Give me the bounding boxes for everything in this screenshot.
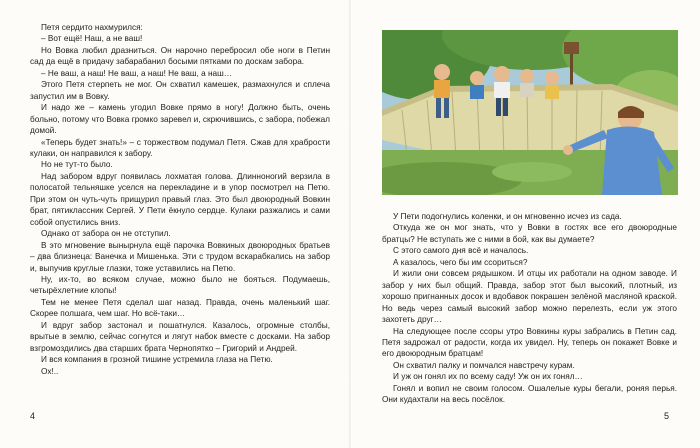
paragraph: Этого Петя стерпеть не мог. Он схватил камешек, размахнулся и сплеча запустил им в Вовку. — [30, 80, 330, 101]
paragraph: Однако от забора он не отступил. — [41, 229, 171, 239]
paragraph: Но Вовка любил дразниться. Он нарочно перебросил обе ноги в Петин сад да ещё в придачу забарабанил босыми пятками по доскам забора. — [30, 45, 330, 67]
paragraph: – Вот ещё! Наш, а не ваш! — [41, 34, 143, 44]
paragraph: А казалось, чего бы им ссориться? — [393, 257, 528, 267]
right-text-column — [382, 211, 677, 406]
paragraph: С этого самого дня всё и началось. — [393, 246, 529, 256]
paragraph: На следующее после ссоры утро Вовкины куры забрались в Петин сад. Петя задрожал от радости, когда их увидел. Ну, теперь он покажет Вовке и его двоюродным братцам! — [382, 326, 677, 359]
paragraph: И жили они совсем рядышком. И отцы их работали на одном заводе. И забор у них был общий. Правда, забор этот был высокий, плотный, из хорошо пригнанных досок и вдобавок покрашен зелёной масляной краской. Но ведь через самый высокий забор можно перелезть, если уж этого захотеть друг… — [382, 269, 677, 325]
paragraph: У Пети подогнулись коленки, и он мгновенно исчез из сада. — [393, 212, 622, 221]
paragraph: Над забором вдруг появилась лохматая голова. Длинноногий верзила в полосатой тельняшке уселся на перекладине и в упор посмотрел на Петю. При этом он чуть-чуть прищурил правый глаз. Это был двоюродный Вовкин брат, пятиклассник Сергей. У Пети ёкнуло сердце. Кулаки разжались и сами собой опустились вниз. — [30, 171, 330, 227]
paragraph: И надо же – камень угодил Вовке прямо в ногу! Должно быть, очень больно, потому что Вовка громко заревел и, скрючившись, с забора, побежал домой. — [30, 103, 330, 136]
left-text-column — [30, 22, 330, 377]
paragraph: Но не тут-то было. — [41, 160, 113, 170]
paragraph: Откуда же он мог знать, что у Вовки в гостях все его двоюродные братцы? Не вступать же с ними в бой, как вы думаете? — [382, 223, 677, 244]
paragraph: И вся компания в грозной тишине устремила глаза на Петю. — [41, 355, 273, 365]
boys-on-fence-illustration — [382, 30, 678, 195]
paragraph: Петя сердито нахмурился: — [41, 23, 143, 32]
page-number: 4 — [30, 411, 36, 421]
paragraph: Он схватил палку и помчался навстречу курам. — [393, 360, 575, 370]
paragraph: В это мгновение вынырнула ещё парочка Вовкиных двоюродных братьев – два близнеца: Ванечка и Мишенька. Эти с трудом вскарабкались на забор и, выпучив круглые глазки, тоже уставились на Петю. — [30, 240, 330, 273]
paragraph: Гонял и вопил не своим голосом. Ошалелые куры бегали, роняя перья. Они кудахтали на весь посёлок. — [382, 383, 677, 405]
page-number: 5 — [664, 411, 670, 421]
paragraph: И уж он гонял их по всему саду! Уж он их гонял… — [393, 372, 583, 382]
paragraph: Тем не менее Петя сделал шаг назад. Правда, очень маленький шаг. Скорее полшага, чем шаг. Но всё-таки… — [30, 297, 330, 319]
paragraph: «Теперь будет знать!» – с торжеством подумал Петя. Сжав для храбрости кулаки, он направился к забору. — [30, 137, 330, 158]
paragraph: Ох!.. — [41, 366, 59, 376]
paragraph: И вдруг забор застонал и пошатнулся. Казалось, огромные столбы, врытые в землю, сейчас согнутся и лягут набок вместе с досками. На забор взгромоздились два старших брата Чернопятко – Григорий и Андрей. — [30, 320, 330, 353]
paragraph: – Не ваш, а наш! Не ваш, а наш! Не ваш, а наш… — [41, 68, 232, 78]
paragraph: Ну, их-то, во всяком случае, можно было не бояться. Подумаешь, четырёхлетние клопы! — [30, 274, 330, 296]
